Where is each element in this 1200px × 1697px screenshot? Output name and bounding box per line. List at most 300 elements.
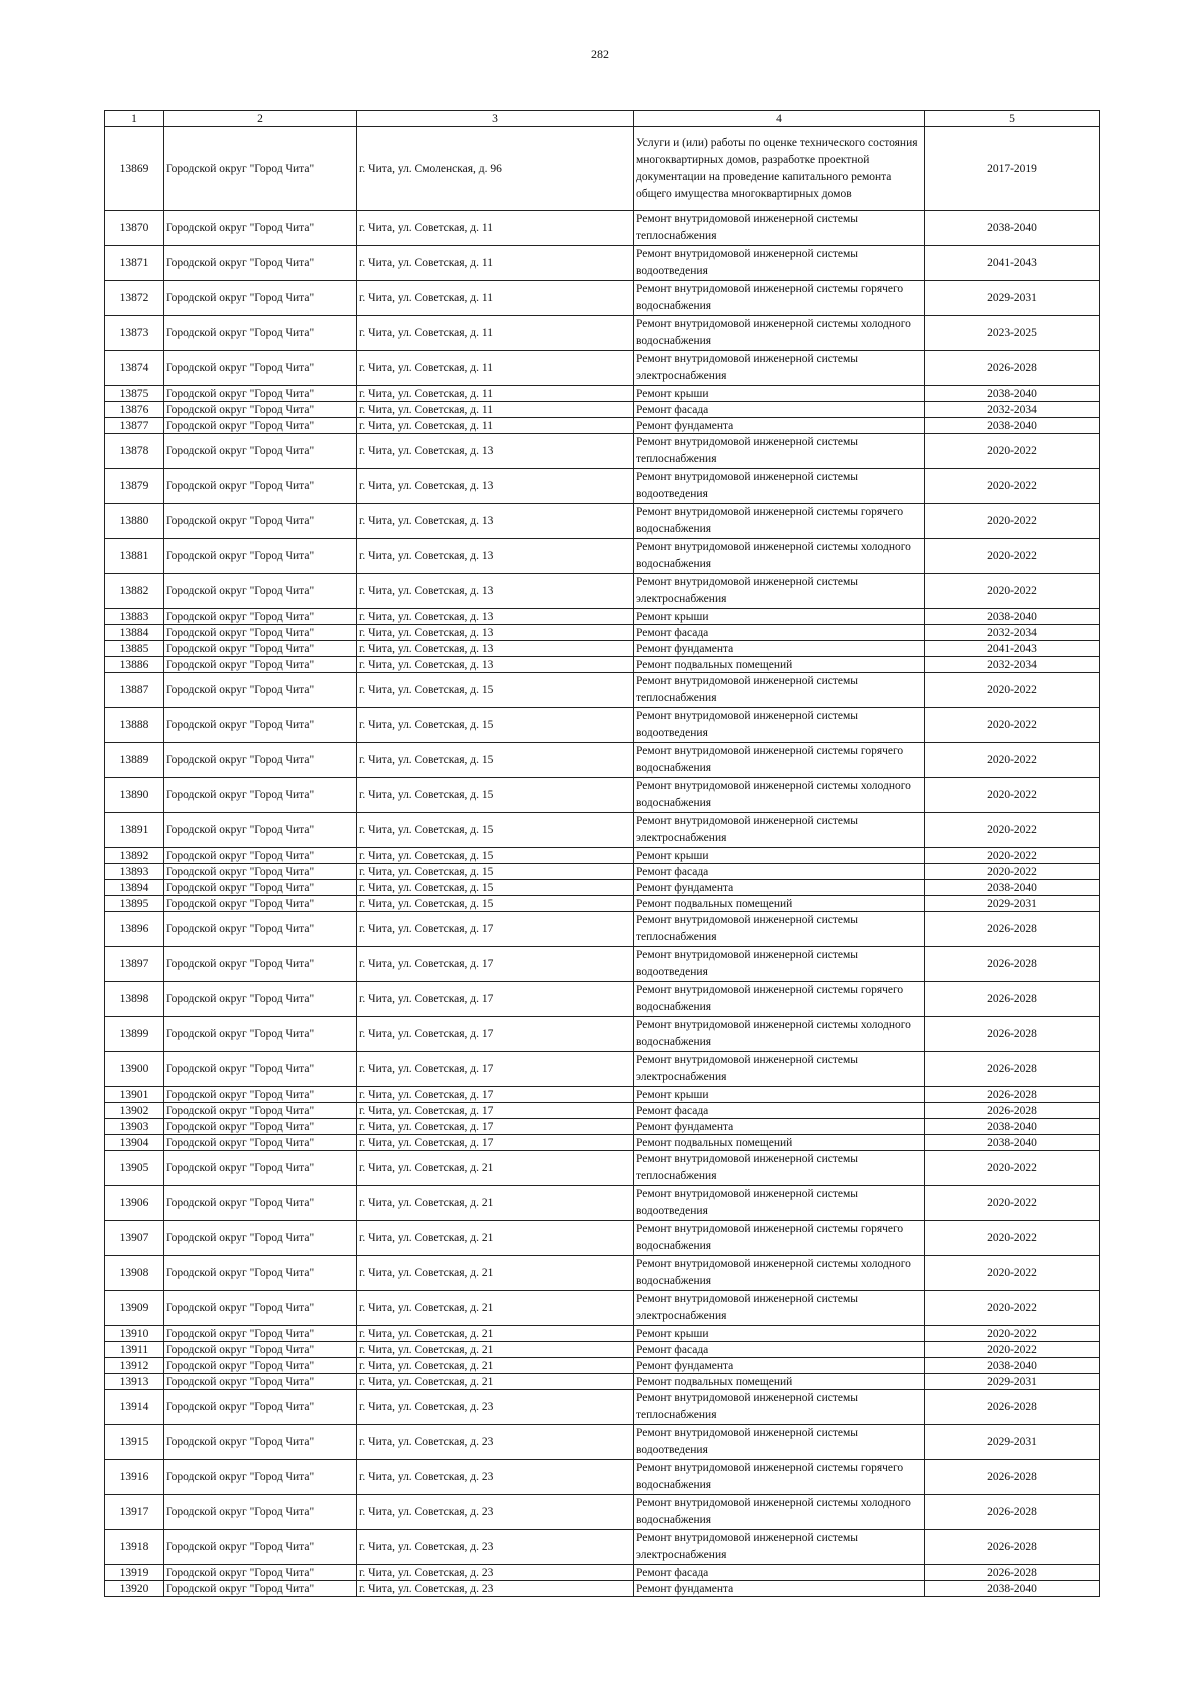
period-cell: 2032-2034 — [925, 625, 1100, 641]
address-cell: г. Чита, ул. Советская, д. 13 — [357, 609, 634, 625]
table-row — [105, 708, 1100, 743]
address-cell: г. Чита, ул. Советская, д. 13 — [357, 574, 634, 609]
municipality-cell: Городской округ "Город Чита" — [164, 1017, 357, 1052]
address-cell: г. Чита, ул. Советская, д. 11 — [357, 246, 634, 281]
work-type-cell: Ремонт внутридомовой инженерной системы теплоснабжения — [634, 1151, 925, 1186]
work-type-cell: Ремонт крыши — [634, 1087, 925, 1103]
row-number-cell: 13896 — [105, 912, 164, 947]
address-cell: г. Чита, ул. Советская, д. 15 — [357, 673, 634, 708]
row-number-cell: 13871 — [105, 246, 164, 281]
row-number-cell: 13879 — [105, 469, 164, 504]
work-type-cell: Ремонт фундамента — [634, 418, 925, 434]
work-type-cell: Ремонт внутридомовой инженерной системы горячего водоснабжения — [634, 504, 925, 539]
municipality-cell: Городской округ "Город Чита" — [164, 1186, 357, 1221]
row-number-cell: 13911 — [105, 1342, 164, 1358]
address-cell: г. Чита, ул. Советская, д. 11 — [357, 211, 634, 246]
period-cell: 2020-2022 — [925, 1256, 1100, 1291]
period-cell: 2020-2022 — [925, 708, 1100, 743]
municipality-cell: Городской округ "Город Чита" — [164, 1256, 357, 1291]
table-row — [105, 743, 1100, 778]
municipality-cell: Городской округ "Город Чита" — [164, 1135, 357, 1151]
table-row — [105, 402, 1100, 418]
municipality-cell: Городской округ "Город Чита" — [164, 1358, 357, 1374]
period-cell: 2038-2040 — [925, 211, 1100, 246]
municipality-cell: Городской округ "Город Чита" — [164, 281, 357, 316]
address-cell: г. Чита, ул. Советская, д. 17 — [357, 1017, 634, 1052]
municipality-cell: Городской округ "Город Чита" — [164, 1495, 357, 1530]
address-cell: г. Чита, ул. Советская, д. 13 — [357, 504, 634, 539]
table-row — [105, 1221, 1100, 1256]
address-cell: г. Чита, ул. Советская, д. 13 — [357, 641, 634, 657]
address-cell: г. Чита, ул. Советская, д. 15 — [357, 813, 634, 848]
period-cell: 2020-2022 — [925, 539, 1100, 574]
work-type-cell: Ремонт внутридомовой инженерной системы горячего водоснабжения — [634, 281, 925, 316]
address-cell: г. Чита, ул. Советская, д. 13 — [357, 625, 634, 641]
address-cell: г. Чита, ул. Советская, д. 23 — [357, 1495, 634, 1530]
table-row — [105, 864, 1100, 880]
row-number-cell: 13878 — [105, 434, 164, 469]
work-type-cell: Ремонт внутридомовой инженерной системы холодного водоснабжения — [634, 316, 925, 351]
row-number-cell: 13912 — [105, 1358, 164, 1374]
work-type-cell: Ремонт фундамента — [634, 1119, 925, 1135]
work-type-cell: Ремонт внутридомовой инженерной системы водоотведения — [634, 947, 925, 982]
municipality-cell: Городской округ "Город Чита" — [164, 1326, 357, 1342]
municipality-cell: Городской округ "Город Чита" — [164, 1221, 357, 1256]
municipality-cell: Городской округ "Город Чита" — [164, 316, 357, 351]
address-cell: г. Чита, ул. Советская, д. 21 — [357, 1374, 634, 1390]
table-row — [105, 1087, 1100, 1103]
table-row — [105, 1425, 1100, 1460]
row-number-cell: 13885 — [105, 641, 164, 657]
municipality-cell: Городской округ "Город Чита" — [164, 1460, 357, 1495]
municipality-cell: Городской округ "Город Чита" — [164, 1425, 357, 1460]
work-type-cell: Ремонт внутридомовой инженерной системы теплоснабжения — [634, 211, 925, 246]
row-number-cell: 13877 — [105, 418, 164, 434]
work-type-cell: Услуги и (или) работы по оценке технического состояния многоквартирных домов, разработке проектной документации на проведение капитального ремонта общего имущества многоквартирных домов — [634, 127, 925, 211]
municipality-cell: Городской округ "Город Чита" — [164, 434, 357, 469]
row-number-cell: 13917 — [105, 1495, 164, 1530]
period-cell: 2038-2040 — [925, 1581, 1100, 1597]
table-row — [105, 896, 1100, 912]
period-cell: 2038-2040 — [925, 418, 1100, 434]
work-type-cell: Ремонт крыши — [634, 848, 925, 864]
municipality-cell: Городской округ "Город Чита" — [164, 246, 357, 281]
table-row — [105, 1256, 1100, 1291]
municipality-cell: Городской округ "Город Чита" — [164, 778, 357, 813]
address-cell: г. Чита, ул. Советская, д. 13 — [357, 539, 634, 574]
work-type-cell: Ремонт внутридомовой инженерной системы электроснабжения — [634, 1291, 925, 1326]
municipality-cell: Городской округ "Город Чита" — [164, 1565, 357, 1581]
address-cell: г. Чита, ул. Советская, д. 23 — [357, 1530, 634, 1565]
work-type-cell: Ремонт внутридомовой инженерной системы водоотведения — [634, 1186, 925, 1221]
work-type-cell: Ремонт подвальных помещений — [634, 1374, 925, 1390]
row-number-cell: 13919 — [105, 1565, 164, 1581]
period-cell: 2026-2028 — [925, 1390, 1100, 1425]
period-cell: 2026-2028 — [925, 1530, 1100, 1565]
period-cell: 2026-2028 — [925, 1017, 1100, 1052]
work-type-cell: Ремонт фундамента — [634, 880, 925, 896]
period-cell: 2020-2022 — [925, 813, 1100, 848]
period-cell: 2041-2043 — [925, 246, 1100, 281]
table-row — [105, 947, 1100, 982]
period-cell: 2020-2022 — [925, 743, 1100, 778]
table-row — [105, 778, 1100, 813]
address-cell: г. Чита, ул. Советская, д. 15 — [357, 743, 634, 778]
period-cell: 2026-2028 — [925, 351, 1100, 386]
row-number-cell: 13884 — [105, 625, 164, 641]
table-row — [105, 434, 1100, 469]
municipality-cell: Городской округ "Город Чита" — [164, 1374, 357, 1390]
row-number-cell: 13881 — [105, 539, 164, 574]
municipality-cell: Городской округ "Город Чита" — [164, 673, 357, 708]
address-cell: г. Чита, ул. Советская, д. 11 — [357, 351, 634, 386]
address-cell: г. Чита, ул. Советская, д. 21 — [357, 1151, 634, 1186]
address-cell: г. Чита, ул. Советская, д. 15 — [357, 848, 634, 864]
period-cell: 2026-2028 — [925, 1495, 1100, 1530]
row-number-cell: 13902 — [105, 1103, 164, 1119]
work-type-cell: Ремонт внутридомовой инженерной системы холодного водоснабжения — [634, 778, 925, 813]
table-row — [105, 1495, 1100, 1530]
address-cell: г. Чита, ул. Советская, д. 11 — [357, 418, 634, 434]
table-row — [105, 813, 1100, 848]
period-cell: 2038-2040 — [925, 880, 1100, 896]
address-cell: г. Чита, ул. Советская, д. 21 — [357, 1326, 634, 1342]
period-cell: 2041-2043 — [925, 641, 1100, 657]
address-cell: г. Чита, ул. Советская, д. 17 — [357, 1087, 634, 1103]
period-cell: 2023-2025 — [925, 316, 1100, 351]
table-row — [105, 1326, 1100, 1342]
period-cell: 2026-2028 — [925, 1565, 1100, 1581]
work-type-cell: Ремонт внутридомовой инженерной системы горячего водоснабжения — [634, 1221, 925, 1256]
work-type-cell: Ремонт внутридомовой инженерной системы холодного водоснабжения — [634, 539, 925, 574]
period-cell: 2020-2022 — [925, 848, 1100, 864]
municipality-cell: Городской округ "Город Чита" — [164, 708, 357, 743]
row-number-cell: 13916 — [105, 1460, 164, 1495]
row-number-cell: 13873 — [105, 316, 164, 351]
column-header: 4 — [634, 111, 925, 127]
address-cell: г. Чита, ул. Советская, д. 13 — [357, 434, 634, 469]
table-row — [105, 1291, 1100, 1326]
address-cell: г. Чита, ул. Смоленская, д. 96 — [357, 127, 634, 211]
row-number-cell: 13894 — [105, 880, 164, 896]
municipality-cell: Городской округ "Город Чита" — [164, 609, 357, 625]
municipality-cell: Городской округ "Город Чита" — [164, 1530, 357, 1565]
period-cell: 2026-2028 — [925, 947, 1100, 982]
table-row — [105, 1135, 1100, 1151]
work-type-cell: Ремонт подвальных помещений — [634, 1135, 925, 1151]
municipality-cell: Городской округ "Город Чита" — [164, 1119, 357, 1135]
column-header: 1 — [105, 111, 164, 127]
row-number-cell: 13918 — [105, 1530, 164, 1565]
municipality-cell: Городской округ "Город Чита" — [164, 539, 357, 574]
work-type-cell: Ремонт внутридомовой инженерной системы холодного водоснабжения — [634, 1017, 925, 1052]
table-row — [105, 504, 1100, 539]
address-cell: г. Чита, ул. Советская, д. 17 — [357, 1103, 634, 1119]
period-cell: 2020-2022 — [925, 469, 1100, 504]
work-type-cell: Ремонт фасада — [634, 1342, 925, 1358]
row-number-cell: 13901 — [105, 1087, 164, 1103]
row-number-cell: 13890 — [105, 778, 164, 813]
municipality-cell: Городской округ "Город Чита" — [164, 1342, 357, 1358]
table-row — [105, 574, 1100, 609]
repair-schedule-table — [104, 110, 1100, 1597]
address-cell: г. Чита, ул. Советская, д. 21 — [357, 1221, 634, 1256]
table-row — [105, 1460, 1100, 1495]
period-cell: 2026-2028 — [925, 1103, 1100, 1119]
row-number-cell: 13898 — [105, 982, 164, 1017]
table-row — [105, 1342, 1100, 1358]
address-cell: г. Чита, ул. Советская, д. 11 — [357, 402, 634, 418]
work-type-cell: Ремонт фасада — [634, 1565, 925, 1581]
table-row — [105, 880, 1100, 896]
work-type-cell: Ремонт подвальных помещений — [634, 657, 925, 673]
address-cell: г. Чита, ул. Советская, д. 11 — [357, 316, 634, 351]
row-number-cell: 13915 — [105, 1425, 164, 1460]
address-cell: г. Чита, ул. Советская, д. 15 — [357, 864, 634, 880]
municipality-cell: Городской округ "Город Чита" — [164, 1151, 357, 1186]
row-number-cell: 13897 — [105, 947, 164, 982]
row-number-cell: 13899 — [105, 1017, 164, 1052]
period-cell: 2029-2031 — [925, 1374, 1100, 1390]
table-row — [105, 609, 1100, 625]
work-type-cell: Ремонт внутридомовой инженерной системы теплоснабжения — [634, 1390, 925, 1425]
table-row — [105, 1565, 1100, 1581]
table-row — [105, 1390, 1100, 1425]
period-cell: 2032-2034 — [925, 657, 1100, 673]
work-type-cell: Ремонт внутридомовой инженерной системы теплоснабжения — [634, 673, 925, 708]
row-number-cell: 13883 — [105, 609, 164, 625]
period-cell: 2020-2022 — [925, 778, 1100, 813]
row-number-cell: 13876 — [105, 402, 164, 418]
address-cell: г. Чита, ул. Советская, д. 17 — [357, 1119, 634, 1135]
column-header: 5 — [925, 111, 1100, 127]
address-cell: г. Чита, ул. Советская, д. 15 — [357, 896, 634, 912]
period-cell: 2020-2022 — [925, 1342, 1100, 1358]
municipality-cell: Городской округ "Город Чита" — [164, 1087, 357, 1103]
page-number: 282 — [591, 47, 609, 61]
table-row — [105, 912, 1100, 947]
period-cell: 2029-2031 — [925, 1425, 1100, 1460]
table-row — [105, 1151, 1100, 1186]
address-cell: г. Чита, ул. Советская, д. 21 — [357, 1342, 634, 1358]
municipality-cell: Городской округ "Город Чита" — [164, 386, 357, 402]
row-number-cell: 13907 — [105, 1221, 164, 1256]
municipality-cell: Городской округ "Город Чита" — [164, 657, 357, 673]
municipality-cell: Городской округ "Город Чита" — [164, 1052, 357, 1087]
table-row — [105, 1374, 1100, 1390]
address-cell: г. Чита, ул. Советская, д. 15 — [357, 778, 634, 813]
work-type-cell: Ремонт внутридомовой инженерной системы водоотведения — [634, 708, 925, 743]
municipality-cell: Городской округ "Город Чита" — [164, 743, 357, 778]
row-number-cell: 13913 — [105, 1374, 164, 1390]
work-type-cell: Ремонт фасада — [634, 1103, 925, 1119]
table-row — [105, 1103, 1100, 1119]
table-body — [105, 111, 1100, 1597]
table-row — [105, 316, 1100, 351]
municipality-cell: Городской округ "Город Чита" — [164, 504, 357, 539]
period-cell: 2020-2022 — [925, 1151, 1100, 1186]
row-number-cell: 13903 — [105, 1119, 164, 1135]
table-row — [105, 1119, 1100, 1135]
municipality-cell: Городской округ "Город Чита" — [164, 1103, 357, 1119]
row-number-cell: 13887 — [105, 673, 164, 708]
work-type-cell: Ремонт внутридомовой инженерной системы электроснабжения — [634, 574, 925, 609]
row-number-cell: 13900 — [105, 1052, 164, 1087]
row-number-cell: 13889 — [105, 743, 164, 778]
table-row — [105, 1017, 1100, 1052]
table-row — [105, 1530, 1100, 1565]
period-cell: 2020-2022 — [925, 1186, 1100, 1221]
period-cell: 2029-2031 — [925, 281, 1100, 316]
municipality-cell: Городской округ "Город Чита" — [164, 912, 357, 947]
row-number-cell: 13906 — [105, 1186, 164, 1221]
address-cell: г. Чита, ул. Советская, д. 15 — [357, 880, 634, 896]
municipality-cell: Городской округ "Город Чита" — [164, 813, 357, 848]
row-number-cell: 13870 — [105, 211, 164, 246]
municipality-cell: Городской округ "Город Чита" — [164, 211, 357, 246]
table-row — [105, 281, 1100, 316]
work-type-cell: Ремонт внутридомовой инженерной системы водоотведения — [634, 1425, 925, 1460]
table-row — [105, 625, 1100, 641]
row-number-cell: 13920 — [105, 1581, 164, 1597]
row-number-cell: 13882 — [105, 574, 164, 609]
work-type-cell: Ремонт внутридомовой инженерной системы электроснабжения — [634, 813, 925, 848]
table-row — [105, 469, 1100, 504]
work-type-cell: Ремонт фундамента — [634, 1358, 925, 1374]
table-header-row — [105, 111, 1100, 127]
work-type-cell: Ремонт внутридомовой инженерной системы горячего водоснабжения — [634, 743, 925, 778]
municipality-cell: Городской округ "Город Чита" — [164, 127, 357, 211]
work-type-cell: Ремонт внутридомовой инженерной системы холодного водоснабжения — [634, 1256, 925, 1291]
table-row — [105, 211, 1100, 246]
period-cell: 2026-2028 — [925, 1460, 1100, 1495]
municipality-cell: Городской округ "Город Чита" — [164, 625, 357, 641]
work-type-cell: Ремонт внутридомовой инженерной системы горячего водоснабжения — [634, 982, 925, 1017]
row-number-cell: 13875 — [105, 386, 164, 402]
period-cell: 2026-2028 — [925, 1087, 1100, 1103]
period-cell: 2026-2028 — [925, 982, 1100, 1017]
work-type-cell: Ремонт внутридомовой инженерной системы теплоснабжения — [634, 434, 925, 469]
municipality-cell: Городской округ "Город Чита" — [164, 1581, 357, 1597]
address-cell: г. Чита, ул. Советская, д. 23 — [357, 1460, 634, 1495]
table-row — [105, 1052, 1100, 1087]
work-type-cell: Ремонт внутридомовой инженерной системы горячего водоснабжения — [634, 1460, 925, 1495]
period-cell: 2029-2031 — [925, 896, 1100, 912]
table-row — [105, 848, 1100, 864]
work-type-cell: Ремонт крыши — [634, 386, 925, 402]
address-cell: г. Чита, ул. Советская, д. 17 — [357, 947, 634, 982]
address-cell: г. Чита, ул. Советская, д. 11 — [357, 386, 634, 402]
table-row — [105, 1358, 1100, 1374]
work-type-cell: Ремонт внутридомовой инженерной системы электроснабжения — [634, 1530, 925, 1565]
municipality-cell: Городской округ "Город Чита" — [164, 848, 357, 864]
municipality-cell: Городской округ "Город Чита" — [164, 469, 357, 504]
address-cell: г. Чита, ул. Советская, д. 23 — [357, 1425, 634, 1460]
period-cell: 2032-2034 — [925, 402, 1100, 418]
address-cell: г. Чита, ул. Советская, д. 17 — [357, 982, 634, 1017]
row-number-cell: 13886 — [105, 657, 164, 673]
work-type-cell: Ремонт внутридомовой инженерной системы холодного водоснабжения — [634, 1495, 925, 1530]
period-cell: 2020-2022 — [925, 1326, 1100, 1342]
row-number-cell: 13904 — [105, 1135, 164, 1151]
address-cell: г. Чита, ул. Советская, д. 23 — [357, 1581, 634, 1597]
municipality-cell: Городской округ "Город Чита" — [164, 1390, 357, 1425]
work-type-cell: Ремонт внутридомовой инженерной системы электроснабжения — [634, 1052, 925, 1087]
table-row — [105, 657, 1100, 673]
address-cell: г. Чита, ул. Советская, д. 17 — [357, 912, 634, 947]
municipality-cell: Городской округ "Город Чита" — [164, 351, 357, 386]
table-row — [105, 386, 1100, 402]
row-number-cell: 13891 — [105, 813, 164, 848]
address-cell: г. Чита, ул. Советская, д. 21 — [357, 1358, 634, 1374]
period-cell: 2038-2040 — [925, 1135, 1100, 1151]
address-cell: г. Чита, ул. Советская, д. 21 — [357, 1256, 634, 1291]
table-row — [105, 246, 1100, 281]
address-cell: г. Чита, ул. Советская, д. 15 — [357, 708, 634, 743]
municipality-cell: Городской округ "Город Чита" — [164, 1291, 357, 1326]
work-type-cell: Ремонт внутридомовой инженерной системы водоотведения — [634, 246, 925, 281]
period-cell: 2038-2040 — [925, 609, 1100, 625]
work-type-cell: Ремонт фасада — [634, 402, 925, 418]
row-number-cell: 13895 — [105, 896, 164, 912]
work-type-cell: Ремонт фундамента — [634, 641, 925, 657]
address-cell: г. Чита, ул. Советская, д. 21 — [357, 1291, 634, 1326]
address-cell: г. Чита, ул. Советская, д. 11 — [357, 281, 634, 316]
table-row — [105, 539, 1100, 574]
work-type-cell: Ремонт фасада — [634, 625, 925, 641]
period-cell: 2020-2022 — [925, 864, 1100, 880]
work-type-cell: Ремонт крыши — [634, 1326, 925, 1342]
work-type-cell: Ремонт крыши — [634, 609, 925, 625]
table-row — [105, 1186, 1100, 1221]
row-number-cell: 13880 — [105, 504, 164, 539]
period-cell: 2026-2028 — [925, 912, 1100, 947]
table-row — [105, 351, 1100, 386]
period-cell: 2038-2040 — [925, 1119, 1100, 1135]
row-number-cell: 13910 — [105, 1326, 164, 1342]
work-type-cell: Ремонт фасада — [634, 864, 925, 880]
period-cell: 2020-2022 — [925, 1221, 1100, 1256]
address-cell: г. Чита, ул. Советская, д. 21 — [357, 1186, 634, 1221]
row-number-cell: 13872 — [105, 281, 164, 316]
period-cell: 2026-2028 — [925, 1052, 1100, 1087]
column-header: 3 — [357, 111, 634, 127]
period-cell: 2020-2022 — [925, 504, 1100, 539]
row-number-cell: 13888 — [105, 708, 164, 743]
period-cell: 2020-2022 — [925, 434, 1100, 469]
address-cell: г. Чита, ул. Советская, д. 23 — [357, 1565, 634, 1581]
municipality-cell: Городской округ "Город Чита" — [164, 880, 357, 896]
row-number-cell: 13893 — [105, 864, 164, 880]
work-type-cell: Ремонт подвальных помещений — [634, 896, 925, 912]
table-row — [105, 127, 1100, 211]
table-row — [105, 418, 1100, 434]
row-number-cell: 13905 — [105, 1151, 164, 1186]
period-cell: 2020-2022 — [925, 574, 1100, 609]
period-cell: 2017-2019 — [925, 127, 1100, 211]
work-type-cell: Ремонт внутридомовой инженерной системы электроснабжения — [634, 351, 925, 386]
address-cell: г. Чита, ул. Советская, д. 13 — [357, 657, 634, 673]
row-number-cell: 13892 — [105, 848, 164, 864]
municipality-cell: Городской округ "Город Чита" — [164, 418, 357, 434]
municipality-cell: Городской округ "Город Чита" — [164, 864, 357, 880]
table-row — [105, 641, 1100, 657]
work-type-cell: Ремонт внутридомовой инженерной системы теплоснабжения — [634, 912, 925, 947]
work-type-cell: Ремонт фундамента — [634, 1581, 925, 1597]
municipality-cell: Городской округ "Город Чита" — [164, 947, 357, 982]
period-cell: 2020-2022 — [925, 673, 1100, 708]
municipality-cell: Городской округ "Город Чита" — [164, 641, 357, 657]
